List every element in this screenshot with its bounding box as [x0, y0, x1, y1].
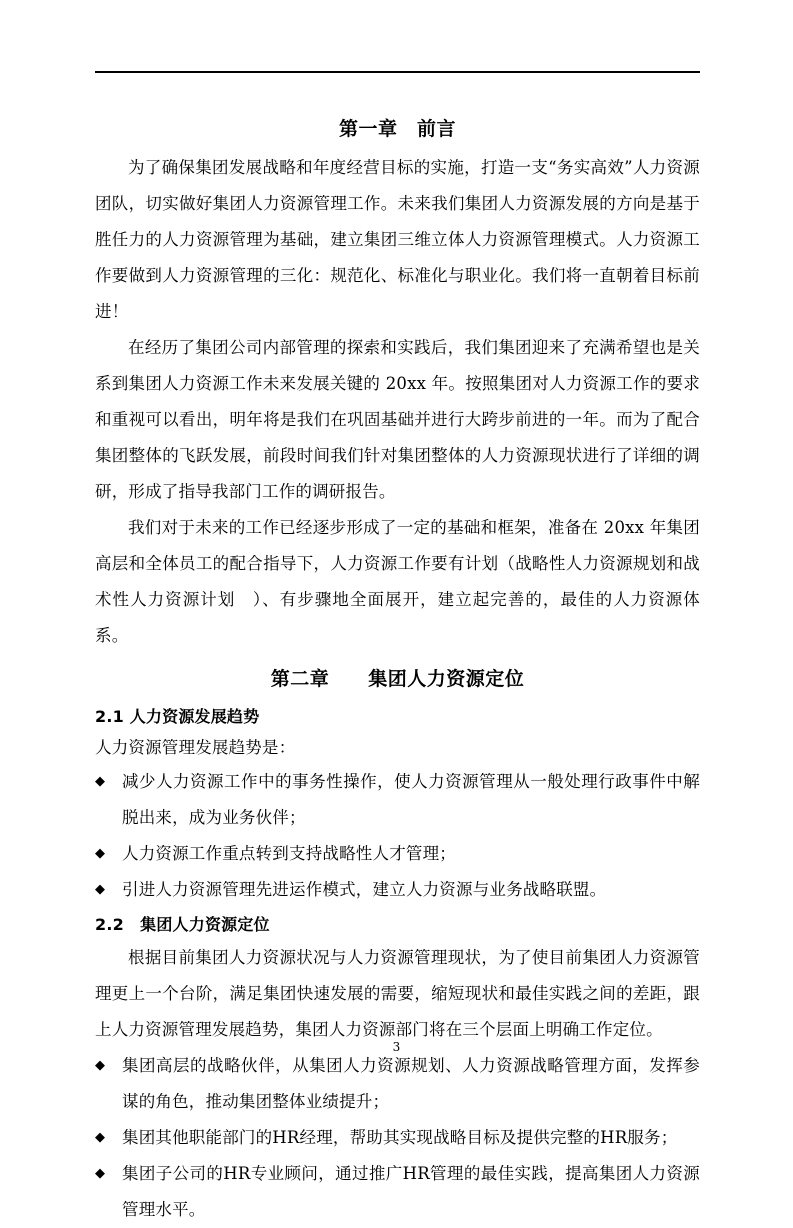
- diamond-bullet-icon: ◆: [95, 1058, 106, 1073]
- section-2-2-bullet-list: [95, 1048, 700, 1228]
- chapter-one-paragraph-3: 我们对于未来的工作已经逐步形成了一定的基础和框架，准备在 20xx 年集团高层和全体员工的配合指导下，人力资源工作要有计划（战略性人力资源规划和战术性人力资源计划 ）、有步骤地全面展开，建立起完善的，最佳的人力资源体系。: [95, 518, 700, 645]
- section-2-1-heading: 2.1 人力资源发展趋势: [95, 707, 260, 726]
- chapter-one-paragraph-1: 为了确保集团发展战略和年度经营目标的实施，打造一支“务实高效”人力资源团队，切实做好集团人力资源管理工作。未来我们集团人力资源发展的方向是基于胜任力的人力资源管理为基础，建立集团三维立体人力资源管理模式。人力资源工作要做到人力资源管理的三化：规范化、标准化与职业化。我们将一直朝着目标前进！: [95, 158, 700, 321]
- page-content: [95, 112, 700, 1228]
- diamond-bullet-icon: ◆: [95, 1166, 106, 1181]
- diamond-bullet-icon: ◆: [95, 1130, 106, 1145]
- list-item: [95, 1120, 700, 1156]
- list-item: [95, 1048, 700, 1120]
- section-2-1-lead-text: 人力资源管理发展趋势是：: [95, 738, 296, 757]
- list-item: [95, 872, 700, 908]
- diamond-bullet-icon: ◆: [95, 882, 106, 897]
- section-2-2-paragraph: 根据目前集团人力资源状况与人力资源管理现状，为了使目前集团人力资源管理更上一个台阶，满足集团快速发展的需要，缩短现状和最佳实践之间的差距，跟上人力资源管理发展趋势，集团人力资源部门将在三个层面上明确工作定位。: [95, 948, 700, 1039]
- list-item-text: 人力资源工作重点转到支持战略性人才管理；: [122, 844, 456, 863]
- list-item: [95, 836, 700, 872]
- section-2-1-bullet-list: [95, 764, 700, 908]
- chapter-one-paragraph-2: 在经历了集团公司内部管理的探索和实践后，我们集团迎来了充满希望也是关系到集团人力资源工作未来发展关键的 20xx 年。按照集团对人力资源工作的要求和重视可以看出，明年将是我们在巩固基础并进行大跨步前进的一年。而为了配合集团整体的飞跃发展，前段时间我们针对集团整体的人力资源现状进行了详细的调研，形成了指导我部门工作的调研报告。: [95, 338, 700, 501]
- list-item-text: 集团子公司的HR专业顾问，通过推广HR管理的最佳实践，提高集团人力资源管理水平。: [122, 1164, 700, 1219]
- chapter-one-heading: 第一章 前言: [338, 118, 456, 140]
- header-rule-divider: [95, 71, 700, 73]
- list-item: [95, 764, 700, 836]
- list-item-text: 集团其他职能部门的HR经理，帮助其实现战略目标及提供完整的HR服务；: [122, 1128, 678, 1147]
- list-item: [95, 1156, 700, 1228]
- list-item-text: 减少人力资源工作中的事务性操作，使人力资源管理从一般处理行政事件中解脱出来，成为业务伙伴；: [122, 772, 700, 827]
- list-item-text: 集团高层的战略伙伴，从集团人力资源规划、人力资源战略管理方面，发挥参谋的角色，推动集团整体业绩提升；: [122, 1056, 700, 1111]
- page-number: 3: [392, 1040, 401, 1054]
- diamond-bullet-icon: ◆: [95, 846, 106, 861]
- chapter-two-heading: 第二章 集团人力资源定位: [270, 668, 525, 690]
- diamond-bullet-icon: ◆: [95, 774, 106, 789]
- list-item-text: 引进人力资源管理先进运作模式，建立人力资源与业务战略联盟。: [122, 880, 607, 899]
- section-2-2-heading: 2.2 集团人力资源定位: [95, 915, 270, 934]
